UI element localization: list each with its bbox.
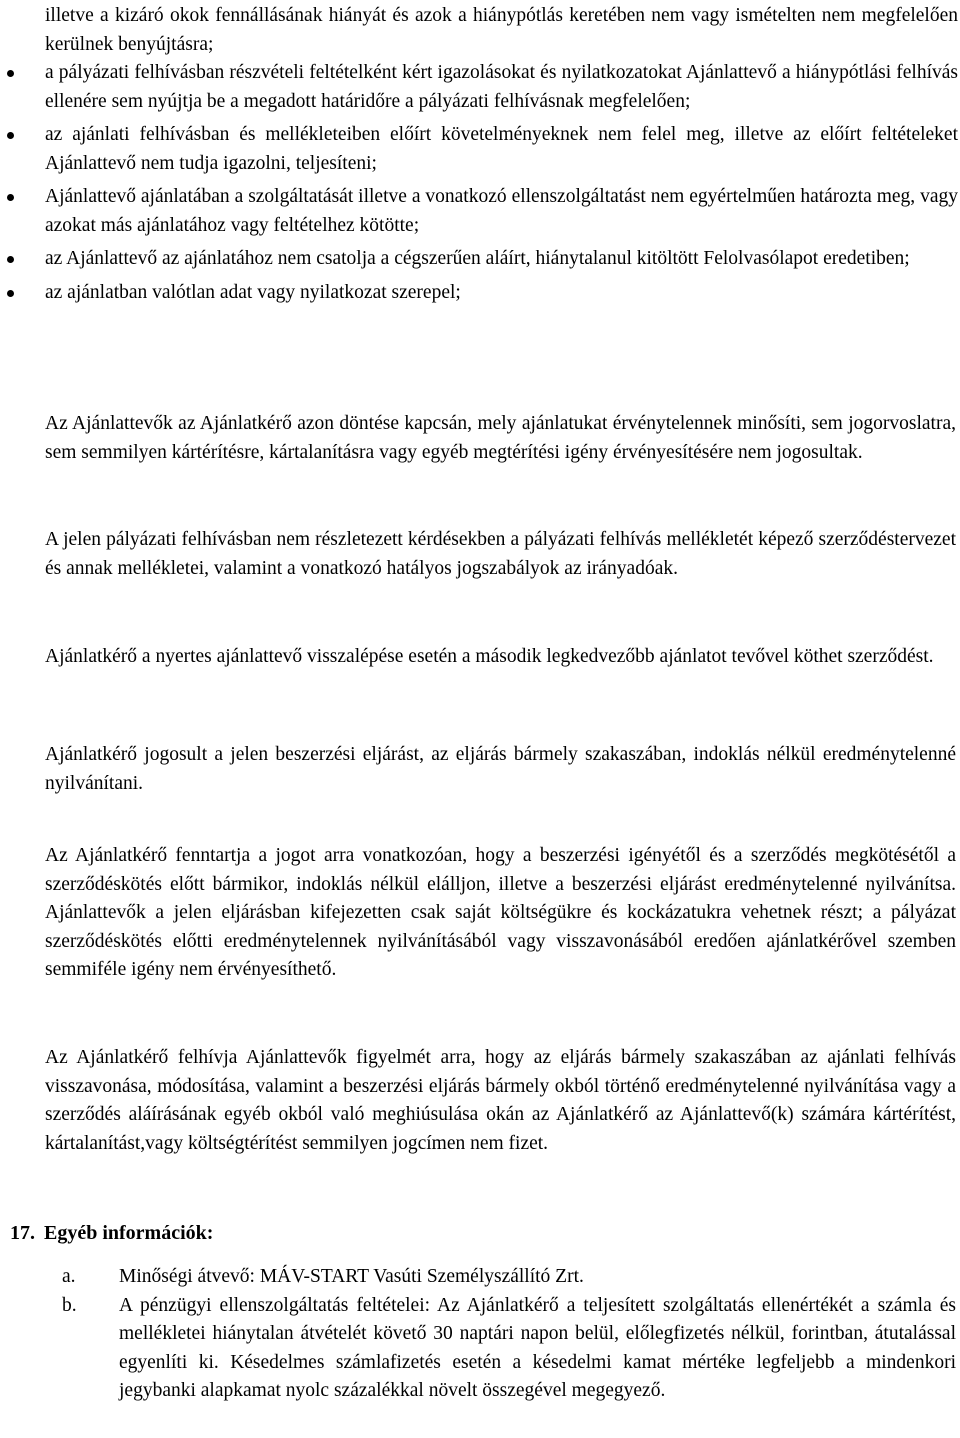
list-item: [45, 245, 958, 274]
item-letter: a.: [62, 1266, 76, 1287]
section-number: 17.: [10, 1222, 35, 1244]
section-title: Egyéb információk:: [44, 1222, 214, 1244]
paragraph-no-compensation: Az Ajánlatkérő felhívja Ajánlattevők figyelmét arra, hogy az eljárás bármely szakaszában az ajánlati felhívás visszavonása, módosítása, valamint a beszerzési eljárás bármely okból történő eredménytelenné nyilvánítása vagy a szerződés aláírásának egyéb okból való meghiúsulása okán az Ajánlatkérő az Ajánlattevő(k) számára kártérítést, kártalanítást,vagy költségtérítést semmilyen jogcímen nem fizet.: [45, 1047, 956, 1154]
list-item-text: az Ajánlattevő az ajánlatához nem csatolja a cégszerűen aláírt, hiánytalanul kitöltött Felolvasólapot eredetiben;: [45, 248, 910, 269]
paragraph-invalid-offers: Az Ajánlattevők az Ajánlatkérő azon döntése kapcsán, mely ajánlatukat érvénytelennek minősíti, sem jogorvoslatra, sem semmilyen kártérítésre, kártalanításra vagy egyéb megtérítési igény érvényesítésére nem jogosultak.: [45, 413, 956, 463]
bullet-icon: [7, 290, 14, 297]
info-list-item: [62, 1263, 956, 1292]
item-text: A pénzügyi ellenszolgáltatás feltételei: Az Ajánlatkérő a teljesített szolgáltatás ellenértékét a számla és mellékletei hiánytalan átvételét követő 30 naptári napon belül, előlegfizetés nélkül, forintban, átutalással egyenlíti ki. Késedelmes számlafizetés esetén a késedelmi kamat mértéke legfeljebb a mindenkori jegybanki alapkamat nyolc százalékkal növelt összegével megegyező.: [119, 1294, 956, 1401]
list-item-text: a pályázati felhívásban részvételi feltételként kért igazolásokat és nyilatkozatokat Ajánlattevő a hiánypótlási felhívás ellenére sem nyújtja be a megadott határidőre a pályázati felhívásnak megfelelően;: [45, 62, 958, 112]
bullet-icon: [7, 256, 14, 263]
bullet-icon: [7, 194, 14, 201]
info-list: [62, 1263, 956, 1406]
list-item-text: az ajánlatban valótlan adat vagy nyilatkozat szerepel;: [45, 281, 461, 303]
paragraph-second-best-offer: Ajánlatkérő a nyertes ajánlattevő visszalépése esetén a második legkedvezőbb ajánlatot tevővel köthet szerződést.: [45, 646, 934, 667]
info-list-item: [62, 1292, 956, 1406]
list-item: [45, 59, 958, 116]
continuation-text: illetve a kizáró okok fennállásának hiányát és azok a hiánypótlás keretében nem vagy ismételten nem megfelelően kerülnek benyújtásra;: [45, 5, 958, 55]
paragraph-governing-rules: A jelen pályázati felhívásban nem részletezett kérdésekben a pályázati felhívás mellékletét képező szerződéstervezet és annak mellékletei, valamint a vonatkozó hatályos jogszabályok az irányadóak.: [45, 529, 956, 579]
list-item-text: az ajánlati felhívásban és mellékleteiben előírt követelményeknek nem felel meg, illetve az előírt feltételeket Ajánlattevő nem tudja igazolni, teljesíteni;: [45, 124, 958, 174]
item-text: Minőségi átvevő: MÁV-START Vasúti Személyszállító Zrt.: [119, 1266, 584, 1287]
bullet-list: [45, 59, 958, 312]
item-letter: b.: [62, 1294, 77, 1316]
section-heading: [10, 1219, 217, 1248]
list-item: [45, 183, 958, 240]
paragraph-unsuccessful-procedure: Ajánlatkérő jogosult a jelen beszerzési eljárást, az eljárás bármely szakaszában, indoklás nélkül eredménytelenné nyilvánítani.: [45, 744, 956, 794]
list-item-text: Ajánlattevő ajánlatában a szolgáltatását illetve a vonatkozó ellenszolgáltatást nem egyértelműen határozta meg, vagy azokat más ajánlatához vagy feltételhez kötötte;: [45, 186, 958, 236]
list-item: [45, 121, 958, 178]
list-item: [45, 279, 958, 308]
bullet-icon: [7, 132, 14, 139]
bullet-icon: [7, 70, 14, 77]
paragraph-right-to-withdraw: Az Ajánlatkérő fenntartja a jogot arra vonatkozóan, hogy a beszerzési igényétől és a szerződés megkötésétől a szerződéskötés előtt bármikor, indoklás nélkül elálljon, illetve a beszerzési eljárást eredménytelenné nyilvánítsa. Ajánlattevők a jelen eljárásban kifejezetten csak saját költségükre és kockázatukra vehetnek részt; a pályázat szerződéskötés előtti eredménytelennek nyilvánításából vagy visszavonásából eredően ajánlatkérővel szemben semmiféle igény nem érvényesíthető.: [45, 845, 956, 980]
